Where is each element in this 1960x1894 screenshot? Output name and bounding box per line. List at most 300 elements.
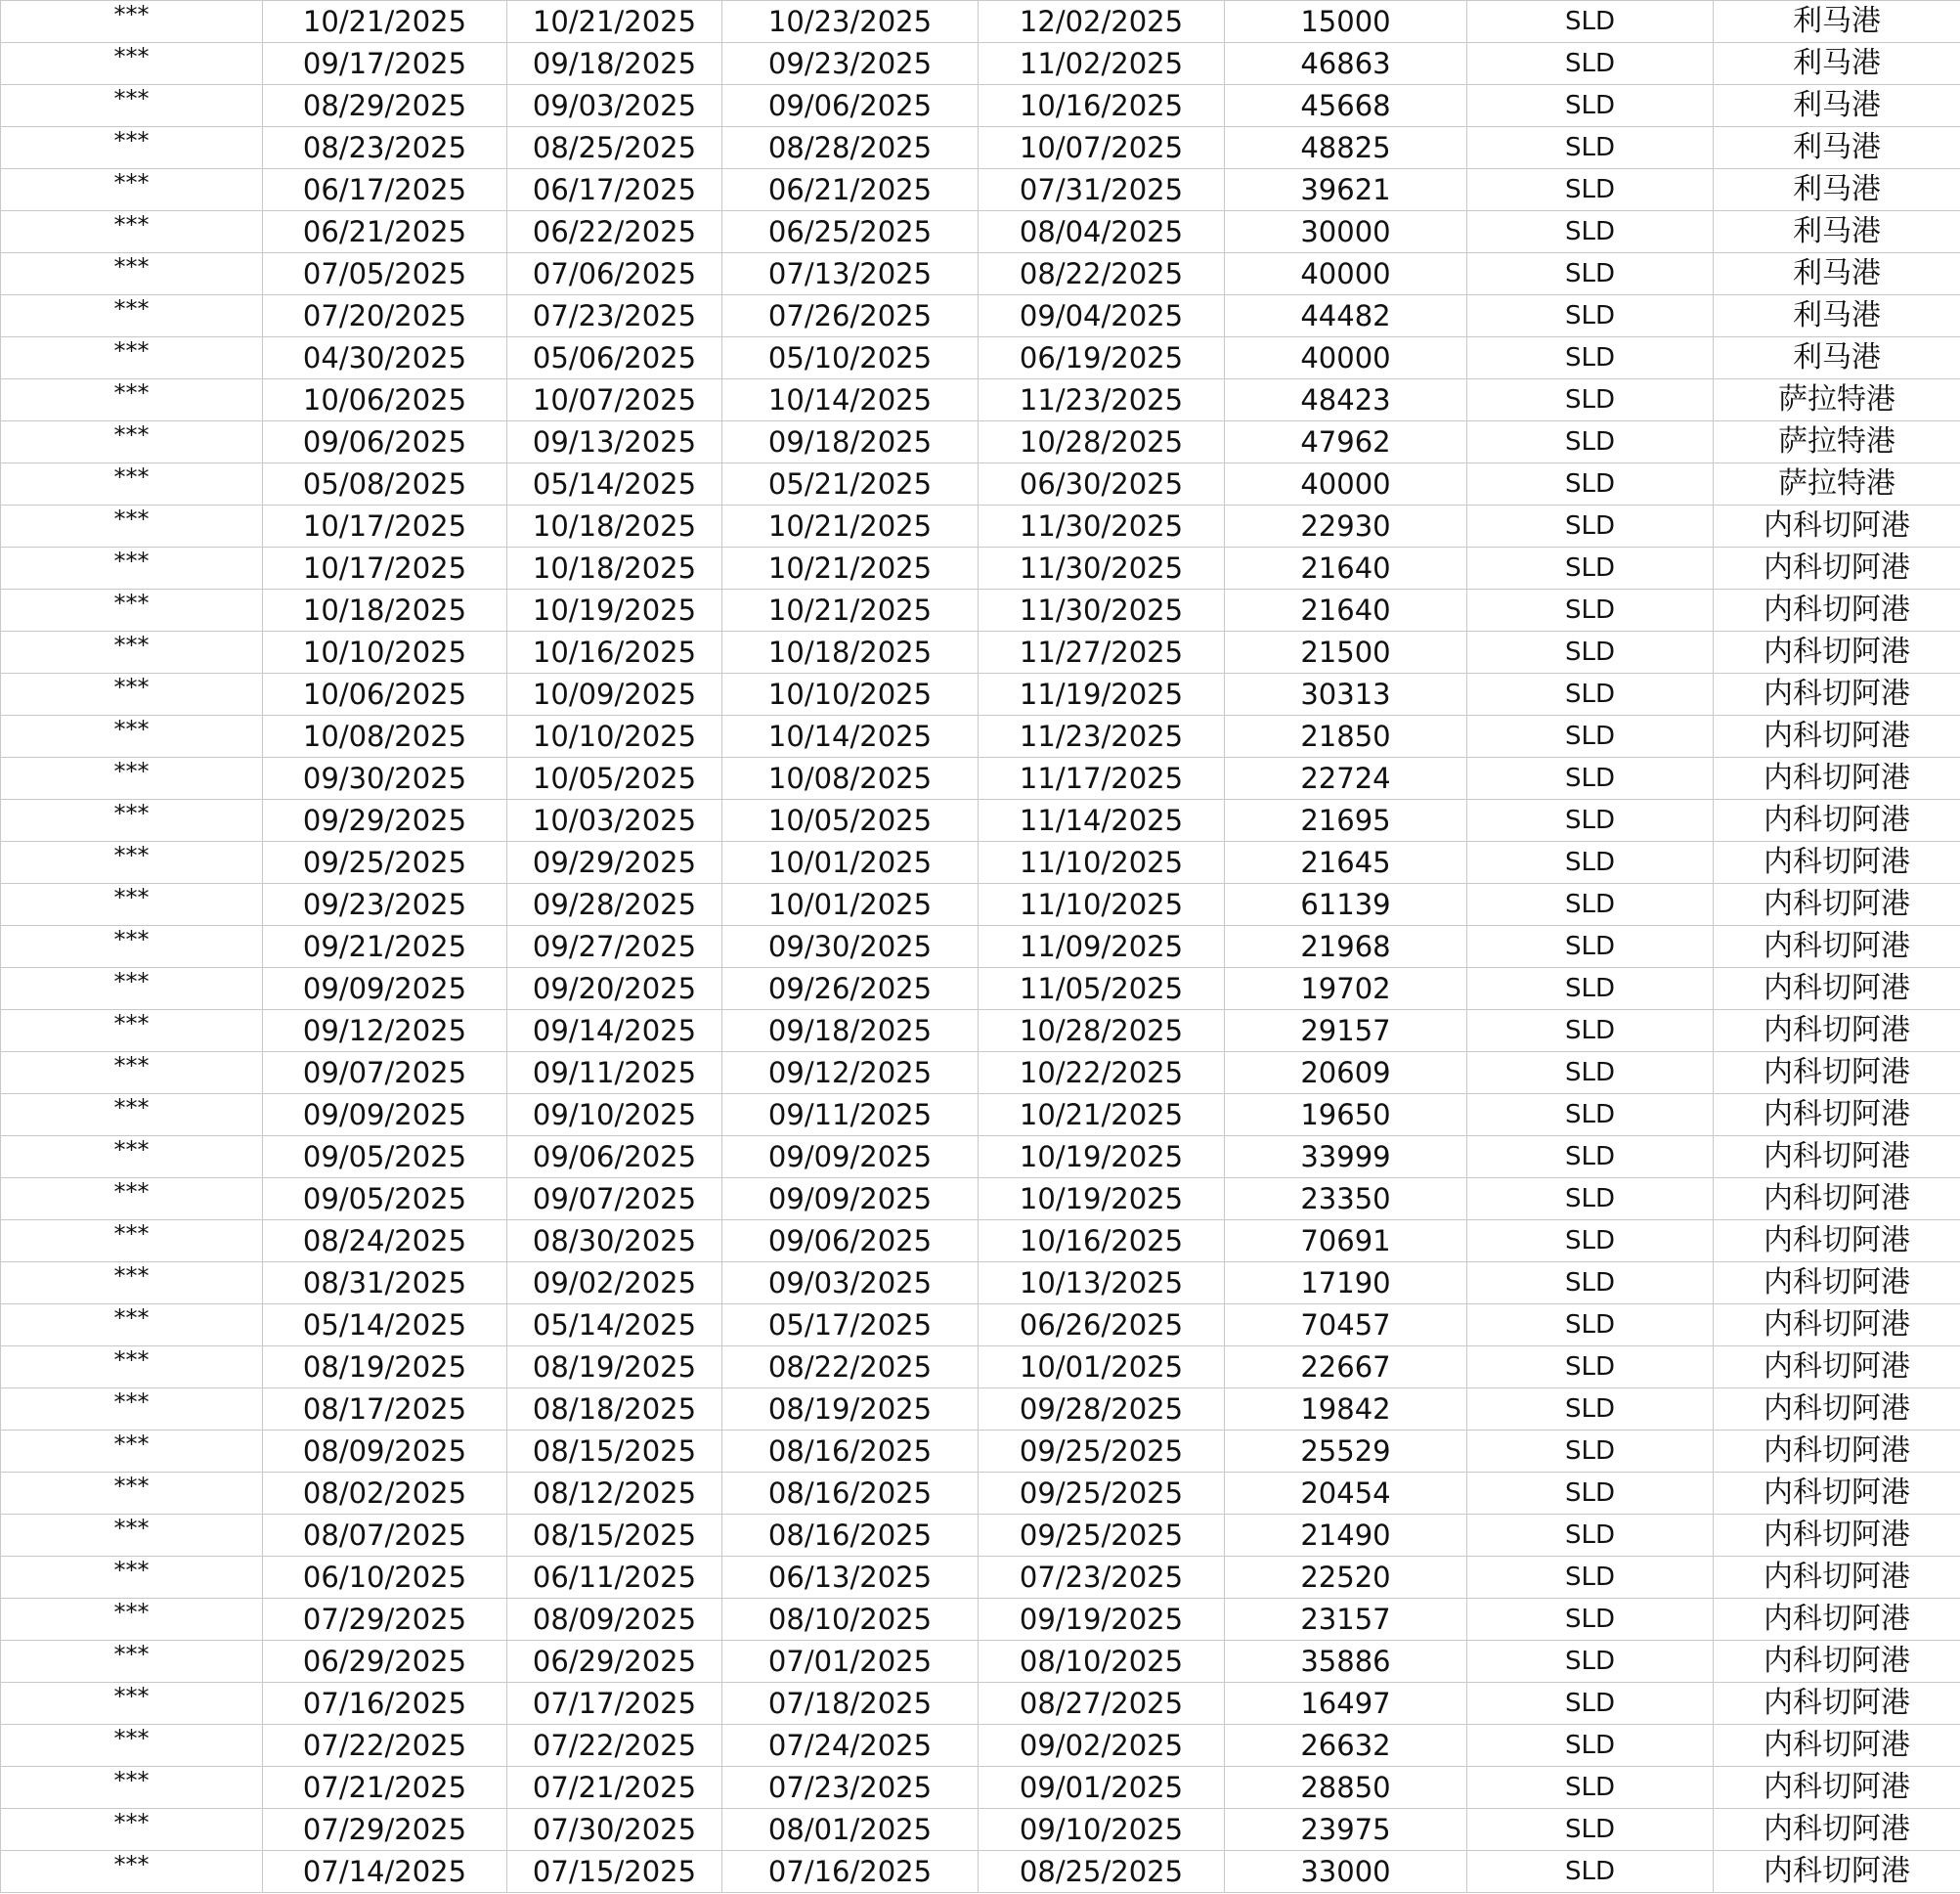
quantity-cell[interactable]: 40000 [1225,253,1467,295]
date-cell-3[interactable]: 07/26/2025 [722,295,979,337]
date-cell-4[interactable]: 11/30/2025 [979,548,1225,590]
masked-id-cell[interactable]: *** [1,1304,263,1346]
date-cell-4[interactable]: 10/21/2025 [979,1094,1225,1136]
date-cell-3[interactable]: 10/21/2025 [722,590,979,632]
date-cell-1[interactable]: 07/29/2025 [263,1599,507,1641]
date-cell-3[interactable]: 09/26/2025 [722,968,979,1010]
port-cell[interactable]: 内科切阿港 [1714,1767,1960,1809]
masked-id-cell[interactable]: *** [1,758,263,800]
port-cell[interactable]: 内科切阿港 [1714,1515,1960,1557]
masked-id-cell[interactable]: *** [1,884,263,926]
port-cell[interactable]: 内科切阿港 [1714,1641,1960,1683]
masked-id-cell[interactable]: *** [1,548,263,590]
date-cell-2[interactable]: 09/18/2025 [507,43,722,85]
date-cell-1[interactable]: 07/22/2025 [263,1725,507,1767]
masked-id-cell[interactable]: *** [1,1,263,43]
date-cell-3[interactable]: 09/09/2025 [722,1178,979,1220]
quantity-cell[interactable]: 22667 [1225,1346,1467,1388]
masked-id-cell[interactable]: *** [1,1599,263,1641]
masked-id-cell[interactable]: *** [1,1431,263,1473]
date-cell-3[interactable]: 06/21/2025 [722,169,979,211]
date-cell-2[interactable]: 08/12/2025 [507,1473,722,1515]
quantity-cell[interactable]: 20454 [1225,1473,1467,1515]
port-cell[interactable]: 萨拉特港 [1714,421,1960,463]
date-cell-2[interactable]: 06/17/2025 [507,169,722,211]
masked-id-cell[interactable]: *** [1,1262,263,1304]
unit-cell[interactable]: SLD [1467,253,1714,295]
unit-cell[interactable]: SLD [1467,1725,1714,1767]
port-cell[interactable]: 内科切阿港 [1714,1220,1960,1262]
unit-cell[interactable]: SLD [1467,674,1714,716]
date-cell-2[interactable]: 09/02/2025 [507,1262,722,1304]
date-cell-1[interactable]: 09/09/2025 [263,968,507,1010]
date-cell-2[interactable]: 10/05/2025 [507,758,722,800]
unit-cell[interactable]: SLD [1467,1220,1714,1262]
port-cell[interactable]: 内科切阿港 [1714,1683,1960,1725]
quantity-cell[interactable]: 26632 [1225,1725,1467,1767]
date-cell-4[interactable]: 11/10/2025 [979,842,1225,884]
date-cell-4[interactable]: 09/25/2025 [979,1431,1225,1473]
unit-cell[interactable]: SLD [1467,506,1714,548]
masked-id-cell[interactable]: *** [1,1388,263,1431]
date-cell-4[interactable]: 11/10/2025 [979,884,1225,926]
quantity-cell[interactable]: 25529 [1225,1431,1467,1473]
date-cell-1[interactable]: 07/21/2025 [263,1767,507,1809]
date-cell-3[interactable]: 10/08/2025 [722,758,979,800]
date-cell-2[interactable]: 07/06/2025 [507,253,722,295]
date-cell-1[interactable]: 10/08/2025 [263,716,507,758]
date-cell-1[interactable]: 08/09/2025 [263,1431,507,1473]
masked-id-cell[interactable]: *** [1,1220,263,1262]
date-cell-1[interactable]: 08/24/2025 [263,1220,507,1262]
masked-id-cell[interactable]: *** [1,1052,263,1094]
date-cell-2[interactable]: 09/20/2025 [507,968,722,1010]
date-cell-1[interactable]: 09/21/2025 [263,926,507,968]
unit-cell[interactable]: SLD [1467,1052,1714,1094]
quantity-cell[interactable]: 19650 [1225,1094,1467,1136]
unit-cell[interactable]: SLD [1467,1767,1714,1809]
quantity-cell[interactable]: 15000 [1225,1,1467,43]
date-cell-4[interactable]: 10/19/2025 [979,1136,1225,1178]
date-cell-2[interactable]: 05/14/2025 [507,463,722,506]
quantity-cell[interactable]: 28850 [1225,1767,1467,1809]
quantity-cell[interactable]: 40000 [1225,337,1467,379]
date-cell-2[interactable]: 09/28/2025 [507,884,722,926]
date-cell-1[interactable]: 09/17/2025 [263,43,507,85]
date-cell-2[interactable]: 10/18/2025 [507,548,722,590]
port-cell[interactable]: 利马港 [1714,253,1960,295]
port-cell[interactable]: 内科切阿港 [1714,548,1960,590]
masked-id-cell[interactable]: *** [1,1767,263,1809]
date-cell-4[interactable]: 08/22/2025 [979,253,1225,295]
date-cell-1[interactable]: 06/21/2025 [263,211,507,253]
date-cell-3[interactable]: 09/09/2025 [722,1136,979,1178]
masked-id-cell[interactable]: *** [1,211,263,253]
masked-id-cell[interactable]: *** [1,716,263,758]
date-cell-3[interactable]: 08/28/2025 [722,127,979,169]
quantity-cell[interactable]: 40000 [1225,463,1467,506]
quantity-cell[interactable]: 29157 [1225,1010,1467,1052]
masked-id-cell[interactable]: *** [1,463,263,506]
date-cell-3[interactable]: 09/11/2025 [722,1094,979,1136]
date-cell-3[interactable]: 10/01/2025 [722,842,979,884]
date-cell-3[interactable]: 09/03/2025 [722,1262,979,1304]
date-cell-1[interactable]: 08/02/2025 [263,1473,507,1515]
port-cell[interactable]: 内科切阿港 [1714,1094,1960,1136]
masked-id-cell[interactable]: *** [1,674,263,716]
masked-id-cell[interactable]: *** [1,1010,263,1052]
date-cell-4[interactable]: 09/10/2025 [979,1809,1225,1851]
date-cell-2[interactable]: 05/14/2025 [507,1304,722,1346]
date-cell-2[interactable]: 08/15/2025 [507,1515,722,1557]
quantity-cell[interactable]: 23350 [1225,1178,1467,1220]
date-cell-4[interactable]: 11/23/2025 [979,379,1225,421]
date-cell-4[interactable]: 06/19/2025 [979,337,1225,379]
date-cell-2[interactable]: 08/15/2025 [507,1431,722,1473]
date-cell-1[interactable]: 07/20/2025 [263,295,507,337]
date-cell-1[interactable]: 09/09/2025 [263,1094,507,1136]
port-cell[interactable]: 内科切阿港 [1714,1851,1960,1893]
date-cell-3[interactable]: 09/30/2025 [722,926,979,968]
masked-id-cell[interactable]: *** [1,1178,263,1220]
date-cell-2[interactable]: 09/10/2025 [507,1094,722,1136]
masked-id-cell[interactable]: *** [1,43,263,85]
unit-cell[interactable]: SLD [1467,463,1714,506]
port-cell[interactable]: 内科切阿港 [1714,1388,1960,1431]
unit-cell[interactable]: SLD [1467,1,1714,43]
date-cell-4[interactable]: 11/09/2025 [979,926,1225,968]
port-cell[interactable]: 内科切阿港 [1714,1809,1960,1851]
unit-cell[interactable]: SLD [1467,884,1714,926]
date-cell-3[interactable]: 07/24/2025 [722,1725,979,1767]
quantity-cell[interactable]: 48825 [1225,127,1467,169]
port-cell[interactable]: 内科切阿港 [1714,1262,1960,1304]
date-cell-3[interactable]: 09/18/2025 [722,421,979,463]
port-cell[interactable]: 内科切阿港 [1714,1052,1960,1094]
unit-cell[interactable]: SLD [1467,800,1714,842]
masked-id-cell[interactable]: *** [1,127,263,169]
quantity-cell[interactable]: 17190 [1225,1262,1467,1304]
masked-id-cell[interactable]: *** [1,85,263,127]
date-cell-1[interactable]: 08/07/2025 [263,1515,507,1557]
date-cell-2[interactable]: 09/14/2025 [507,1010,722,1052]
date-cell-1[interactable]: 09/23/2025 [263,884,507,926]
date-cell-2[interactable]: 07/17/2025 [507,1683,722,1725]
date-cell-3[interactable]: 07/18/2025 [722,1683,979,1725]
port-cell[interactable]: 利马港 [1714,211,1960,253]
unit-cell[interactable]: SLD [1467,127,1714,169]
port-cell[interactable]: 内科切阿港 [1714,884,1960,926]
date-cell-4[interactable]: 07/31/2025 [979,169,1225,211]
date-cell-4[interactable]: 10/16/2025 [979,1220,1225,1262]
port-cell[interactable]: 萨拉特港 [1714,463,1960,506]
date-cell-3[interactable]: 10/10/2025 [722,674,979,716]
date-cell-3[interactable]: 10/18/2025 [722,632,979,674]
masked-id-cell[interactable]: *** [1,968,263,1010]
port-cell[interactable]: 利马港 [1714,127,1960,169]
date-cell-1[interactable]: 10/06/2025 [263,379,507,421]
unit-cell[interactable]: SLD [1467,1557,1714,1599]
unit-cell[interactable]: SLD [1467,968,1714,1010]
quantity-cell[interactable]: 21695 [1225,800,1467,842]
date-cell-2[interactable]: 08/09/2025 [507,1599,722,1641]
date-cell-1[interactable]: 09/06/2025 [263,421,507,463]
quantity-cell[interactable]: 45668 [1225,85,1467,127]
port-cell[interactable]: 内科切阿港 [1714,1178,1960,1220]
unit-cell[interactable]: SLD [1467,211,1714,253]
masked-id-cell[interactable]: *** [1,1683,263,1725]
date-cell-2[interactable]: 08/30/2025 [507,1220,722,1262]
date-cell-1[interactable]: 06/29/2025 [263,1641,507,1683]
masked-id-cell[interactable]: *** [1,1557,263,1599]
unit-cell[interactable]: SLD [1467,1515,1714,1557]
quantity-cell[interactable]: 21968 [1225,926,1467,968]
date-cell-3[interactable]: 08/16/2025 [722,1473,979,1515]
date-cell-2[interactable]: 10/18/2025 [507,506,722,548]
date-cell-1[interactable]: 09/29/2025 [263,800,507,842]
date-cell-4[interactable]: 08/04/2025 [979,211,1225,253]
quantity-cell[interactable]: 22520 [1225,1557,1467,1599]
unit-cell[interactable]: SLD [1467,716,1714,758]
date-cell-4[interactable]: 09/04/2025 [979,295,1225,337]
date-cell-2[interactable]: 10/07/2025 [507,379,722,421]
date-cell-3[interactable]: 09/23/2025 [722,43,979,85]
date-cell-1[interactable]: 09/05/2025 [263,1136,507,1178]
unit-cell[interactable]: SLD [1467,1136,1714,1178]
date-cell-4[interactable]: 11/27/2025 [979,632,1225,674]
unit-cell[interactable]: SLD [1467,1346,1714,1388]
date-cell-2[interactable]: 08/25/2025 [507,127,722,169]
port-cell[interactable]: 内科切阿港 [1714,1346,1960,1388]
date-cell-1[interactable]: 08/31/2025 [263,1262,507,1304]
date-cell-2[interactable]: 07/23/2025 [507,295,722,337]
unit-cell[interactable]: SLD [1467,1851,1714,1893]
date-cell-2[interactable]: 10/21/2025 [507,1,722,43]
quantity-cell[interactable]: 30000 [1225,211,1467,253]
date-cell-3[interactable]: 10/23/2025 [722,1,979,43]
unit-cell[interactable]: SLD [1467,1010,1714,1052]
masked-id-cell[interactable]: *** [1,842,263,884]
date-cell-4[interactable]: 11/14/2025 [979,800,1225,842]
date-cell-1[interactable]: 08/23/2025 [263,127,507,169]
date-cell-3[interactable]: 05/17/2025 [722,1304,979,1346]
quantity-cell[interactable]: 39621 [1225,169,1467,211]
port-cell[interactable]: 内科切阿港 [1714,800,1960,842]
port-cell[interactable]: 内科切阿港 [1714,1010,1960,1052]
quantity-cell[interactable]: 33000 [1225,1851,1467,1893]
date-cell-3[interactable]: 09/12/2025 [722,1052,979,1094]
quantity-cell[interactable]: 48423 [1225,379,1467,421]
port-cell[interactable]: 内科切阿港 [1714,1599,1960,1641]
quantity-cell[interactable]: 44482 [1225,295,1467,337]
quantity-cell[interactable]: 21490 [1225,1515,1467,1557]
quantity-cell[interactable]: 21640 [1225,590,1467,632]
masked-id-cell[interactable]: *** [1,632,263,674]
date-cell-4[interactable]: 11/30/2025 [979,506,1225,548]
port-cell[interactable]: 内科切阿港 [1714,1473,1960,1515]
date-cell-2[interactable]: 07/21/2025 [507,1767,722,1809]
date-cell-1[interactable]: 09/12/2025 [263,1010,507,1052]
date-cell-2[interactable]: 09/29/2025 [507,842,722,884]
date-cell-3[interactable]: 09/18/2025 [722,1010,979,1052]
unit-cell[interactable]: SLD [1467,43,1714,85]
date-cell-2[interactable]: 08/18/2025 [507,1388,722,1431]
date-cell-4[interactable]: 09/02/2025 [979,1725,1225,1767]
date-cell-2[interactable]: 09/11/2025 [507,1052,722,1094]
date-cell-2[interactable]: 06/29/2025 [507,1641,722,1683]
port-cell[interactable]: 内科切阿港 [1714,674,1960,716]
date-cell-3[interactable]: 07/01/2025 [722,1641,979,1683]
date-cell-2[interactable]: 06/22/2025 [507,211,722,253]
unit-cell[interactable]: SLD [1467,758,1714,800]
date-cell-4[interactable]: 11/02/2025 [979,43,1225,85]
date-cell-2[interactable]: 09/06/2025 [507,1136,722,1178]
port-cell[interactable]: 内科切阿港 [1714,1725,1960,1767]
date-cell-3[interactable]: 07/23/2025 [722,1767,979,1809]
masked-id-cell[interactable]: *** [1,169,263,211]
date-cell-1[interactable]: 08/29/2025 [263,85,507,127]
quantity-cell[interactable]: 23975 [1225,1809,1467,1851]
date-cell-2[interactable]: 09/03/2025 [507,85,722,127]
date-cell-1[interactable]: 05/08/2025 [263,463,507,506]
masked-id-cell[interactable]: *** [1,1851,263,1893]
port-cell[interactable]: 内科切阿港 [1714,926,1960,968]
date-cell-1[interactable]: 07/29/2025 [263,1809,507,1851]
date-cell-4[interactable]: 11/05/2025 [979,968,1225,1010]
date-cell-1[interactable]: 04/30/2025 [263,337,507,379]
quantity-cell[interactable]: 22930 [1225,506,1467,548]
date-cell-4[interactable]: 09/25/2025 [979,1515,1225,1557]
masked-id-cell[interactable]: *** [1,926,263,968]
unit-cell[interactable]: SLD [1467,379,1714,421]
unit-cell[interactable]: SLD [1467,1599,1714,1641]
date-cell-4[interactable]: 12/02/2025 [979,1,1225,43]
date-cell-1[interactable]: 10/18/2025 [263,590,507,632]
quantity-cell[interactable]: 47962 [1225,421,1467,463]
date-cell-3[interactable]: 10/14/2025 [722,379,979,421]
unit-cell[interactable]: SLD [1467,1431,1714,1473]
date-cell-3[interactable]: 08/19/2025 [722,1388,979,1431]
quantity-cell[interactable]: 16497 [1225,1683,1467,1725]
unit-cell[interactable]: SLD [1467,632,1714,674]
date-cell-3[interactable]: 10/05/2025 [722,800,979,842]
date-cell-2[interactable]: 10/09/2025 [507,674,722,716]
masked-id-cell[interactable]: *** [1,1473,263,1515]
date-cell-4[interactable]: 10/28/2025 [979,421,1225,463]
date-cell-3[interactable]: 06/25/2025 [722,211,979,253]
port-cell[interactable]: 利马港 [1714,337,1960,379]
date-cell-1[interactable]: 10/10/2025 [263,632,507,674]
quantity-cell[interactable]: 20609 [1225,1052,1467,1094]
date-cell-2[interactable]: 06/11/2025 [507,1557,722,1599]
port-cell[interactable]: 内科切阿港 [1714,506,1960,548]
port-cell[interactable]: 内科切阿港 [1714,1136,1960,1178]
date-cell-3[interactable]: 10/14/2025 [722,716,979,758]
quantity-cell[interactable]: 21640 [1225,548,1467,590]
date-cell-3[interactable]: 10/01/2025 [722,884,979,926]
port-cell[interactable]: 内科切阿港 [1714,842,1960,884]
masked-id-cell[interactable]: *** [1,421,263,463]
date-cell-4[interactable]: 08/27/2025 [979,1683,1225,1725]
date-cell-2[interactable]: 10/10/2025 [507,716,722,758]
date-cell-2[interactable]: 10/16/2025 [507,632,722,674]
quantity-cell[interactable]: 21500 [1225,632,1467,674]
masked-id-cell[interactable]: *** [1,379,263,421]
date-cell-3[interactable]: 08/01/2025 [722,1809,979,1851]
date-cell-1[interactable]: 10/21/2025 [263,1,507,43]
date-cell-4[interactable]: 10/22/2025 [979,1052,1225,1094]
port-cell[interactable]: 内科切阿港 [1714,1304,1960,1346]
date-cell-4[interactable]: 10/16/2025 [979,85,1225,127]
date-cell-1[interactable]: 08/17/2025 [263,1388,507,1431]
date-cell-3[interactable]: 10/21/2025 [722,548,979,590]
date-cell-3[interactable]: 10/21/2025 [722,506,979,548]
unit-cell[interactable]: SLD [1467,1809,1714,1851]
port-cell[interactable]: 利马港 [1714,169,1960,211]
date-cell-4[interactable]: 09/19/2025 [979,1599,1225,1641]
date-cell-4[interactable]: 11/23/2025 [979,716,1225,758]
port-cell[interactable]: 利马港 [1714,295,1960,337]
date-cell-3[interactable]: 08/16/2025 [722,1431,979,1473]
date-cell-4[interactable]: 08/10/2025 [979,1641,1225,1683]
date-cell-4[interactable]: 09/01/2025 [979,1767,1225,1809]
date-cell-4[interactable]: 10/01/2025 [979,1346,1225,1388]
unit-cell[interactable]: SLD [1467,85,1714,127]
masked-id-cell[interactable]: *** [1,800,263,842]
date-cell-1[interactable]: 09/25/2025 [263,842,507,884]
date-cell-1[interactable]: 10/06/2025 [263,674,507,716]
masked-id-cell[interactable]: *** [1,1515,263,1557]
port-cell[interactable]: 利马港 [1714,43,1960,85]
unit-cell[interactable]: SLD [1467,1388,1714,1431]
quantity-cell[interactable]: 70691 [1225,1220,1467,1262]
date-cell-2[interactable]: 08/19/2025 [507,1346,722,1388]
date-cell-3[interactable]: 09/06/2025 [722,85,979,127]
unit-cell[interactable]: SLD [1467,295,1714,337]
unit-cell[interactable]: SLD [1467,842,1714,884]
date-cell-3[interactable]: 05/21/2025 [722,463,979,506]
masked-id-cell[interactable]: *** [1,1094,263,1136]
date-cell-2[interactable]: 09/07/2025 [507,1178,722,1220]
date-cell-4[interactable]: 11/17/2025 [979,758,1225,800]
unit-cell[interactable]: SLD [1467,1473,1714,1515]
port-cell[interactable]: 内科切阿港 [1714,758,1960,800]
date-cell-2[interactable]: 07/30/2025 [507,1809,722,1851]
masked-id-cell[interactable]: *** [1,1725,263,1767]
quantity-cell[interactable]: 19842 [1225,1388,1467,1431]
port-cell[interactable]: 内科切阿港 [1714,590,1960,632]
unit-cell[interactable]: SLD [1467,548,1714,590]
quantity-cell[interactable]: 21850 [1225,716,1467,758]
date-cell-3[interactable]: 05/10/2025 [722,337,979,379]
masked-id-cell[interactable]: *** [1,1641,263,1683]
masked-id-cell[interactable]: *** [1,253,263,295]
port-cell[interactable]: 利马港 [1714,85,1960,127]
unit-cell[interactable]: SLD [1467,421,1714,463]
unit-cell[interactable]: SLD [1467,1262,1714,1304]
date-cell-4[interactable]: 08/25/2025 [979,1851,1225,1893]
unit-cell[interactable]: SLD [1467,590,1714,632]
date-cell-4[interactable]: 11/30/2025 [979,590,1225,632]
unit-cell[interactable]: SLD [1467,169,1714,211]
date-cell-4[interactable]: 09/28/2025 [979,1388,1225,1431]
date-cell-2[interactable]: 09/13/2025 [507,421,722,463]
quantity-cell[interactable]: 33999 [1225,1136,1467,1178]
date-cell-2[interactable]: 07/22/2025 [507,1725,722,1767]
masked-id-cell[interactable]: *** [1,295,263,337]
date-cell-3[interactable]: 08/22/2025 [722,1346,979,1388]
quantity-cell[interactable]: 35886 [1225,1641,1467,1683]
